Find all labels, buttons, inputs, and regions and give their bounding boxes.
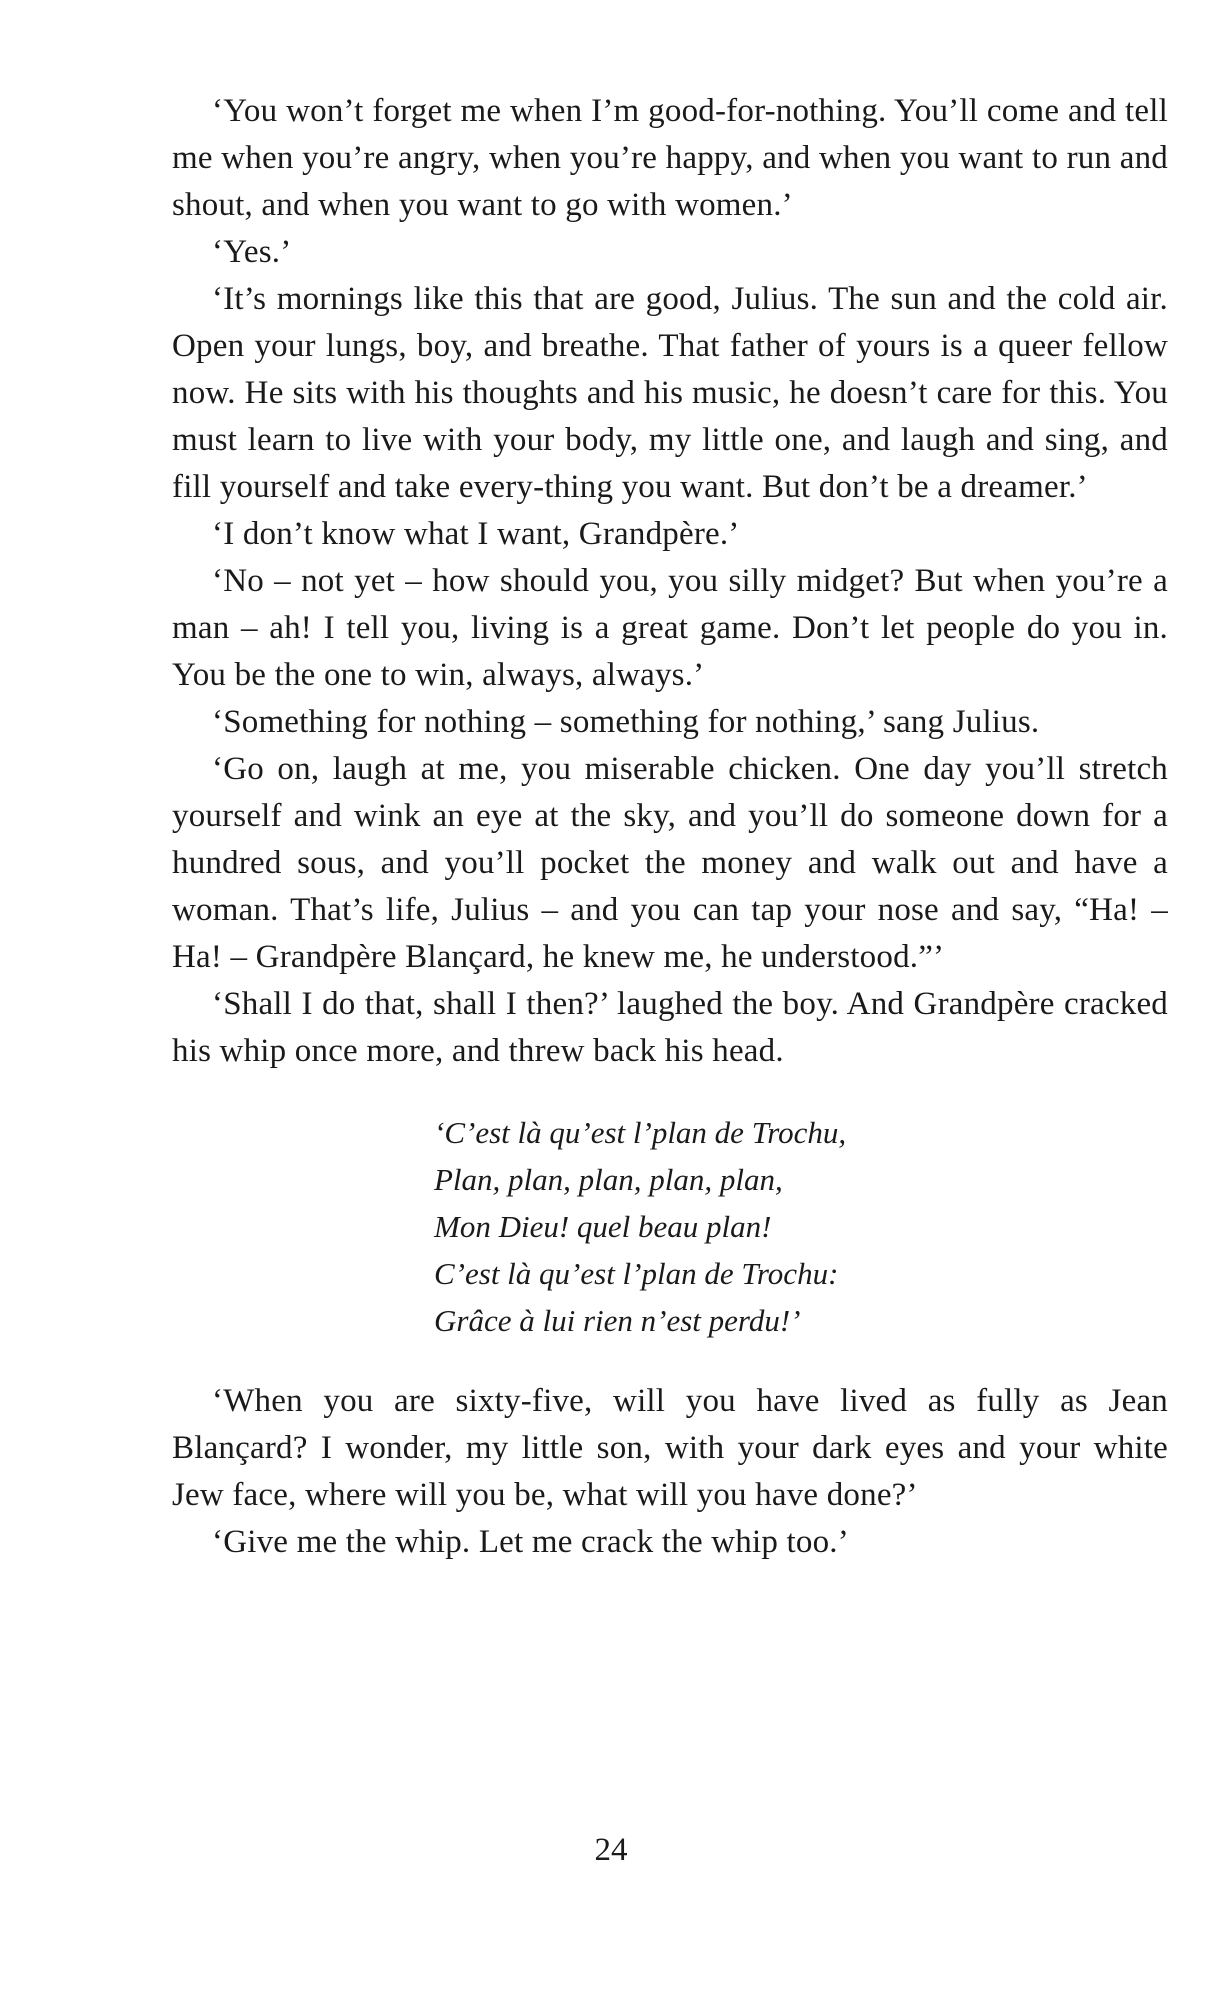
song-verse: [434, 1109, 1168, 1344]
paragraph: ‘Give me the whip. Let me crack the whip too.’: [212, 1524, 849, 1560]
paragraph: ‘No – not yet – how should you, you silly midget? But when you’re a man – ah! I tell you, living is a great game. Don’t let people do you in. You be the one to win, always, always.’: [172, 563, 1168, 693]
page-number: 24: [594, 1832, 628, 1868]
paragraph: ‘You won’t forget me when I’m good-for-nothing. You’ll come and tell me when you’re angry, when you’re happy, and when you want to run and shout, and when you want to go with women.’: [172, 93, 1168, 223]
verse-line: ‘C’est là qu’est l’plan de Trochu,: [434, 1115, 847, 1150]
verse-line: Grâce à lui rien n’est perdu!’: [434, 1303, 801, 1338]
book-page: [172, 88, 1168, 1566]
verse-line: Mon Dieu! quel beau plan!: [434, 1209, 772, 1244]
paragraph: ‘Go on, laugh at me, you miserable chicken. One day you’ll stretch yourself and wink an eye at the sky, and you’ll do someone down for a hundred sous, and you’ll pocket the money and walk out and have a woman. That’s life, Julius – and you can tap your nose and say, “Ha! – Ha! – Grandpère Blançard, he knew me, he understood.”’: [172, 751, 1168, 975]
paragraph: ‘Yes.’: [212, 234, 292, 270]
paragraph: ‘It’s mornings like this that are good, Julius. The sun and the cold air. Open your lungs, boy, and breathe. That father of yours is a queer fellow now. He sits with his thoughts and his music, he doesn’t care for this. You must learn to live with your body, my little one, and laugh and sing, and fill yourself and take every-thing you want. But don’t be a dreamer.’: [172, 281, 1168, 505]
paragraph: ‘Something for nothing – something for nothing,’ sang Julius.: [212, 704, 1040, 740]
paragraph: ‘When you are sixty-five, will you have lived as fully as Jean Blançard? I wonder, my little son, with your dark eyes and your white Jew face, where will you be, what will you have done?’: [172, 1383, 1168, 1513]
verse-line: Plan, plan, plan, plan, plan,: [434, 1162, 783, 1197]
verse-line: C’est là qu’est l’plan de Trochu:: [434, 1256, 839, 1291]
paragraph: ‘I don’t know what I want, Grandpère.’: [212, 516, 740, 552]
closing-text: [172, 1378, 1168, 1566]
body-text: [172, 88, 1168, 1075]
paragraph: ‘Shall I do that, shall I then?’ laughed the boy. And Grandpère cracked his whip once more, and threw back his head.: [172, 986, 1168, 1069]
